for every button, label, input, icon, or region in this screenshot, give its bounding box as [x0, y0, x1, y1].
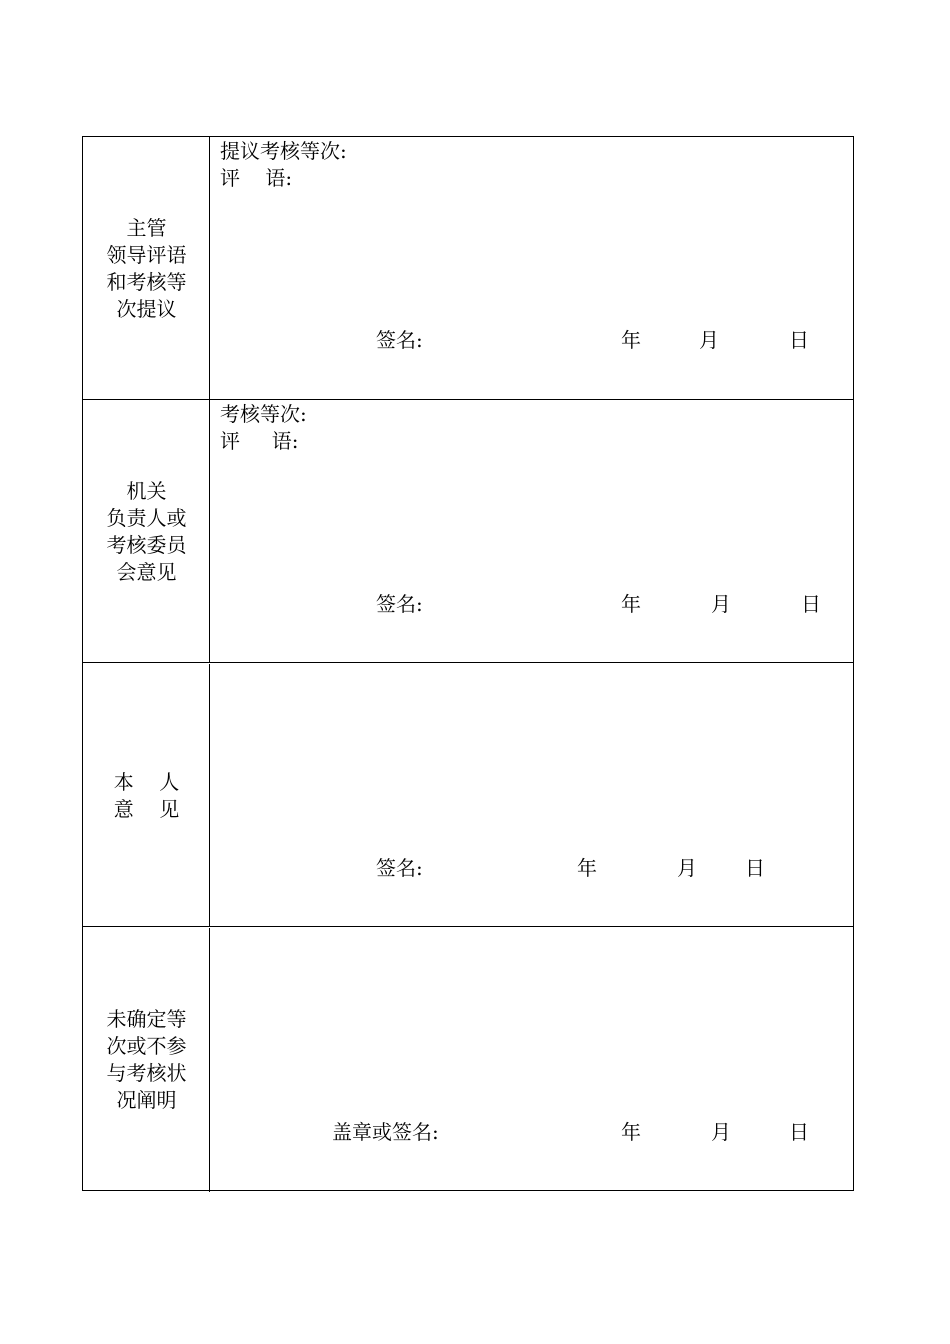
- comment-area[interactable]: [210, 137, 853, 399]
- row-label-line: 未确定等: [106, 1007, 187, 1031]
- row-label-line: 主管: [126, 216, 167, 240]
- row-label-line: 和考核等: [106, 270, 187, 294]
- row-label-cell: [83, 400, 210, 662]
- row-label-line: 领导评语: [106, 243, 187, 267]
- self-opinion-area[interactable]: [210, 664, 853, 926]
- opinion-area[interactable]: [210, 400, 853, 662]
- row-agency-opinion: [83, 400, 853, 663]
- row-label-line: 次提议: [116, 297, 177, 321]
- explanation-area[interactable]: [210, 928, 853, 1192]
- comment-label: 评 语:: [220, 166, 293, 190]
- row-label-line: 次或不参: [106, 1034, 187, 1058]
- month-label: 月: [699, 328, 719, 352]
- day-label: 日: [789, 328, 809, 352]
- grade-label: 提议考核等次:: [220, 139, 347, 163]
- row-supervisor-comment: [83, 137, 853, 400]
- month-label: 月: [711, 592, 731, 616]
- row-label-line: 机关: [126, 479, 167, 503]
- row-label-line: 意 见: [113, 797, 180, 821]
- signature-label: 签名:: [376, 328, 423, 352]
- row-undetermined-explanation: [83, 928, 853, 1192]
- row-self-opinion: [83, 664, 853, 927]
- year-label: 年: [621, 1120, 641, 1144]
- day-label: 日: [745, 856, 765, 880]
- seal-signature-label: 盖章或签名:: [332, 1120, 439, 1144]
- row-label-line: 况阐明: [116, 1088, 177, 1112]
- row-label-line: 考核委员: [106, 533, 187, 557]
- row-label-cell: [83, 928, 210, 1192]
- row-label-cell: [83, 137, 210, 399]
- day-label: 日: [801, 592, 821, 616]
- month-label: 月: [677, 856, 697, 880]
- row-label-cell: [83, 664, 210, 926]
- grade-label: 考核等次:: [220, 402, 307, 426]
- year-label: 年: [621, 592, 641, 616]
- signature-label: 签名:: [376, 856, 423, 880]
- year-label: 年: [577, 856, 597, 880]
- row-label-line: 本 人: [113, 770, 180, 794]
- year-label: 年: [621, 328, 641, 352]
- comment-label: 评 语:: [220, 429, 299, 453]
- signature-label: 签名:: [376, 592, 423, 616]
- row-label-line: 负责人或: [106, 506, 187, 530]
- day-label: 日: [789, 1120, 809, 1144]
- month-label: 月: [711, 1120, 731, 1144]
- assessment-form-table: [82, 136, 854, 1191]
- row-label-line: 会意见: [116, 560, 177, 584]
- row-label-line: 与考核状: [106, 1061, 187, 1085]
